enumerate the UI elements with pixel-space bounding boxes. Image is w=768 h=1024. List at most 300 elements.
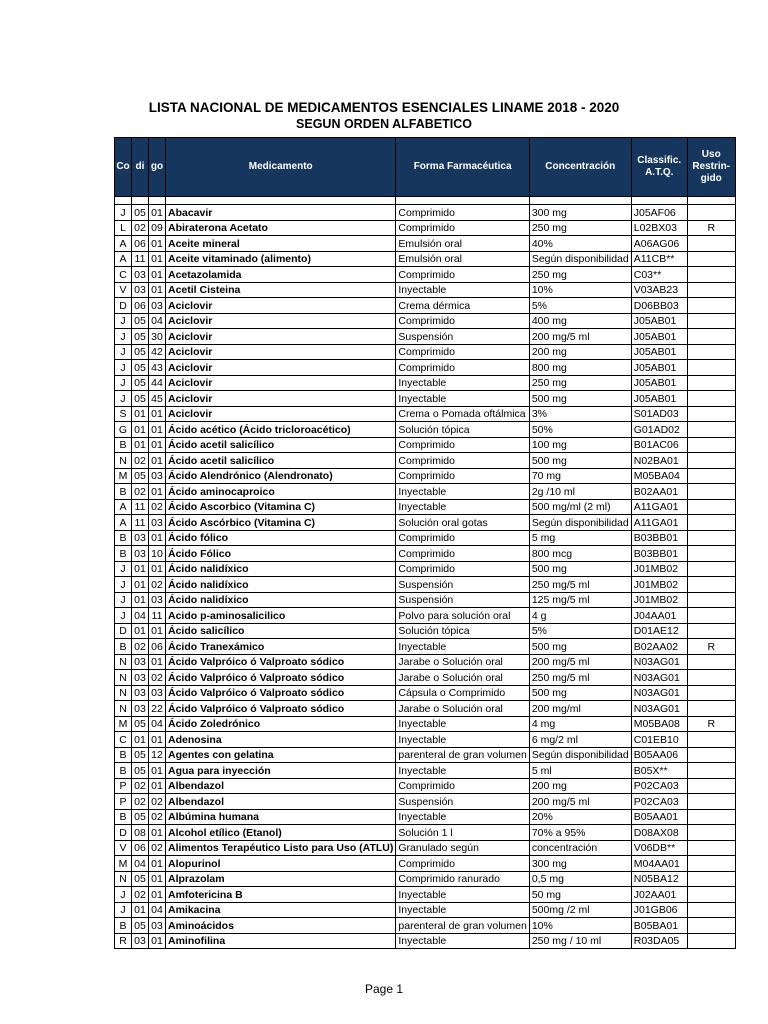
table-row [115, 887, 736, 903]
header-spacer-row [115, 197, 736, 205]
cell-concentracion: 400 mg [529, 313, 631, 329]
table-row [115, 437, 736, 453]
cell-concentracion: 200 mg/ml [529, 701, 631, 717]
cell-medicamento: Ácido fólico [166, 530, 396, 546]
table-row [115, 298, 736, 314]
cell-go: 03 [149, 298, 166, 314]
cell-co: D [115, 825, 132, 841]
cell-medicamento: Alopurinol [166, 856, 396, 872]
cell-forma: Emulsión oral [396, 251, 529, 267]
cell-classific: C03** [631, 267, 687, 283]
cell-go: 09 [149, 220, 166, 236]
cell-co: A [115, 499, 132, 515]
cell-go: 01 [149, 887, 166, 903]
cell-di: 05 [132, 360, 149, 376]
cell-classific: J05AF06 [631, 205, 687, 221]
table-row [115, 267, 736, 283]
cell-go: 01 [149, 763, 166, 779]
cell-di: 05 [132, 205, 149, 221]
header-co: Co [115, 138, 132, 197]
cell-concentracion: 500 mg [529, 685, 631, 701]
cell-concentracion: 2g /10 ml [529, 484, 631, 500]
cell-di: 05 [132, 918, 149, 934]
cell-di: 04 [132, 856, 149, 872]
cell-classific: C01EB10 [631, 732, 687, 748]
cell-di: 08 [132, 825, 149, 841]
cell-medicamento: Ácido Tranexámico [166, 639, 396, 655]
table-row [115, 608, 736, 624]
cell-co: B [115, 437, 132, 453]
cell-concentracion: 500 mg [529, 561, 631, 577]
cell-go: 42 [149, 344, 166, 360]
cell-di: 03 [132, 933, 149, 949]
cell-concentracion: 70 mg [529, 468, 631, 484]
cell-go: 44 [149, 375, 166, 391]
cell-medicamento: Adenosina [166, 732, 396, 748]
cell-go: 22 [149, 701, 166, 717]
cell-forma: Jarabe o Solución oral [396, 654, 529, 670]
cell-go: 01 [149, 825, 166, 841]
cell-go: 43 [149, 360, 166, 376]
table-row [115, 592, 736, 608]
table-row [115, 484, 736, 500]
table-row [115, 468, 736, 484]
cell-di: 02 [132, 778, 149, 794]
cell-classific: B01AC06 [631, 437, 687, 453]
cell-go: 01 [149, 871, 166, 887]
cell-medicamento: Agentes con gelatina [166, 747, 396, 763]
cell-classific: V03AB23 [631, 282, 687, 298]
cell-forma: Inyectable [396, 375, 529, 391]
cell-medicamento: Amikacina [166, 902, 396, 918]
cell-co: J [115, 577, 132, 593]
cell-concentracion: 70% a 95% [529, 825, 631, 841]
cell-co: J [115, 375, 132, 391]
cell-go: 01 [149, 856, 166, 872]
cell-classific: M05BA08 [631, 716, 687, 732]
cell-concentracion: concentración [529, 840, 631, 856]
table-row [115, 794, 736, 810]
cell-di: 11 [132, 499, 149, 515]
table-row [115, 236, 736, 252]
cell-co: B [115, 809, 132, 825]
cell-co: N [115, 871, 132, 887]
cell-di: 01 [132, 561, 149, 577]
table-row [115, 282, 736, 298]
cell-uso [687, 654, 735, 670]
cell-concentracion: 200 mg/5 ml [529, 654, 631, 670]
cell-di: 05 [132, 391, 149, 407]
cell-uso [687, 453, 735, 469]
cell-forma: Comprimido [396, 561, 529, 577]
cell-concentracion: 40% [529, 236, 631, 252]
cell-classific: A11CB** [631, 251, 687, 267]
cell-medicamento: Agua para inyección [166, 763, 396, 779]
cell-go: 01 [149, 933, 166, 949]
cell-di: 02 [132, 453, 149, 469]
cell-medicamento: Amfotericina B [166, 887, 396, 903]
cell-co: B [115, 484, 132, 500]
table-row [115, 391, 736, 407]
cell-go: 01 [149, 623, 166, 639]
cell-di: 01 [132, 732, 149, 748]
cell-concentracion: 300 mg [529, 856, 631, 872]
table-row [115, 205, 736, 221]
page-subtitle: SEGUN ORDEN ALFABETICO [296, 117, 472, 131]
cell-go: 03 [149, 918, 166, 934]
table-row [115, 406, 736, 422]
cell-medicamento: Aciclovir [166, 344, 396, 360]
cell-co: C [115, 732, 132, 748]
table-row [115, 639, 736, 655]
header-forma: Forma Farmacéutica [396, 138, 529, 197]
cell-medicamento: Ácido Valpróico ó Valproato sódico [166, 685, 396, 701]
cell-go: 01 [149, 732, 166, 748]
cell-uso [687, 577, 735, 593]
cell-go: 12 [149, 747, 166, 763]
cell-medicamento: Ácido Valpróico ó Valproato sódico [166, 654, 396, 670]
cell-go: 01 [149, 453, 166, 469]
table-row [115, 902, 736, 918]
cell-uso [687, 360, 735, 376]
cell-concentracion: 800 mg [529, 360, 631, 376]
cell-uso [687, 251, 735, 267]
cell-classific: J05AB01 [631, 344, 687, 360]
cell-forma: Jarabe o Solución oral [396, 701, 529, 717]
cell-concentracion: Según disponibilidad [529, 747, 631, 763]
cell-uso [687, 608, 735, 624]
cell-forma: Comprimido [396, 453, 529, 469]
cell-medicamento: Abiraterona Acetato [166, 220, 396, 236]
cell-concentracion: 200 mg/5 ml [529, 794, 631, 810]
cell-co: J [115, 205, 132, 221]
cell-classific: J01MB02 [631, 577, 687, 593]
cell-medicamento: Ácido acetil salicílico [166, 437, 396, 453]
cell-go: 03 [149, 515, 166, 531]
cell-classific: P02CA03 [631, 794, 687, 810]
page-footer: Page 1 [364, 982, 404, 996]
cell-forma: Suspensión [396, 794, 529, 810]
header-medicamento: Medicamento [166, 138, 396, 197]
cell-classific: N03AG01 [631, 670, 687, 686]
cell-medicamento: Acetil Cisteina [166, 282, 396, 298]
cell-medicamento: Ácido acetil salicílico [166, 453, 396, 469]
cell-co: B [115, 747, 132, 763]
table-row [115, 530, 736, 546]
cell-classific: D01AE12 [631, 623, 687, 639]
cell-forma: Inyectable [396, 732, 529, 748]
cell-medicamento: Ácido Ascorbico (Vitamina C) [166, 499, 396, 515]
cell-di: 02 [132, 484, 149, 500]
cell-forma: Solución 1 l [396, 825, 529, 841]
cell-medicamento: Aminoácidos [166, 918, 396, 934]
cell-forma: Inyectable [396, 902, 529, 918]
cell-uso [687, 329, 735, 345]
cell-co: J [115, 313, 132, 329]
cell-forma: Comprimido [396, 267, 529, 283]
cell-co: B [115, 763, 132, 779]
cell-medicamento: Ácido Ascórbico (Vitamina C) [166, 515, 396, 531]
cell-go: 30 [149, 329, 166, 345]
cell-forma: Inyectable [396, 809, 529, 825]
cell-classific: J01GB06 [631, 902, 687, 918]
cell-concentracion: 200 mg/5 ml [529, 329, 631, 345]
cell-forma: Comprimido [396, 778, 529, 794]
cell-classific: B03BB01 [631, 530, 687, 546]
cell-go: 01 [149, 422, 166, 438]
cell-forma: Crema dérmica [396, 298, 529, 314]
cell-go: 01 [149, 267, 166, 283]
cell-forma: Inyectable [396, 933, 529, 949]
cell-medicamento: Ácido Zoledrónico [166, 716, 396, 732]
cell-uso: R [687, 716, 735, 732]
page-title: LISTA NACIONAL DE MEDICAMENTOS ESENCIALES LINAME 2018 - 2020 [148, 100, 620, 115]
cell-medicamento: Alprazolam [166, 871, 396, 887]
table-row [115, 515, 736, 531]
table-row [115, 546, 736, 562]
cell-uso [687, 623, 735, 639]
cell-classific: J01MB02 [631, 561, 687, 577]
cell-uso [687, 763, 735, 779]
cell-di: 01 [132, 592, 149, 608]
cell-forma: Jarabe o Solución oral [396, 670, 529, 686]
cell-classific: M04AA01 [631, 856, 687, 872]
cell-co: J [115, 608, 132, 624]
cell-go: 03 [149, 592, 166, 608]
cell-concentracion: 800 mcg [529, 546, 631, 562]
cell-co: S [115, 406, 132, 422]
cell-classific: A06AG06 [631, 236, 687, 252]
cell-concentracion: 10% [529, 918, 631, 934]
header-classific: Classific. A.T.Q. [631, 138, 687, 197]
cell-co: V [115, 840, 132, 856]
cell-classific: B05X** [631, 763, 687, 779]
cell-classific: N03AG01 [631, 654, 687, 670]
medicine-table [114, 137, 736, 949]
cell-co: J [115, 329, 132, 345]
cell-classific: N03AG01 [631, 685, 687, 701]
table-row [115, 840, 736, 856]
cell-classific: R03DA05 [631, 933, 687, 949]
cell-go: 02 [149, 499, 166, 515]
cell-classific: B02AA01 [631, 484, 687, 500]
cell-concentracion: 5% [529, 298, 631, 314]
cell-uso [687, 546, 735, 562]
cell-di: 05 [132, 871, 149, 887]
cell-concentracion: 50% [529, 422, 631, 438]
cell-concentracion: 250 mg / 10 ml [529, 933, 631, 949]
cell-medicamento: Abacavir [166, 205, 396, 221]
cell-go: 02 [149, 577, 166, 593]
cell-concentracion: 200 mg [529, 344, 631, 360]
cell-medicamento: Ácido Alendrónico (Alendronato) [166, 468, 396, 484]
cell-co: G [115, 422, 132, 438]
cell-uso [687, 313, 735, 329]
header-go: go [149, 138, 166, 197]
cell-di: 05 [132, 375, 149, 391]
cell-di: 06 [132, 298, 149, 314]
table-row [115, 344, 736, 360]
cell-uso [687, 732, 735, 748]
table-row [115, 778, 736, 794]
cell-go: 04 [149, 313, 166, 329]
cell-uso [687, 794, 735, 810]
cell-forma: Inyectable [396, 716, 529, 732]
cell-co: J [115, 887, 132, 903]
cell-forma: Solución tópica [396, 623, 529, 639]
cell-classific: A11GA01 [631, 499, 687, 515]
cell-concentracion: 500 mg [529, 391, 631, 407]
cell-concentracion: 500 mg/ml (2 ml) [529, 499, 631, 515]
cell-classific: B05BA01 [631, 918, 687, 934]
table-row [115, 422, 736, 438]
cell-uso [687, 437, 735, 453]
cell-uso [687, 375, 735, 391]
cell-forma: Inyectable [396, 887, 529, 903]
cell-forma: Inyectable [396, 282, 529, 298]
table-row [115, 360, 736, 376]
cell-co: A [115, 236, 132, 252]
cell-uso [687, 422, 735, 438]
cell-medicamento: Alimentos Terapéutico Listo para Uso (ATLU) [166, 840, 396, 856]
cell-classific: B05AA06 [631, 747, 687, 763]
cell-co: J [115, 360, 132, 376]
cell-uso [687, 484, 735, 500]
cell-medicamento: Ácido nalidíxico [166, 592, 396, 608]
cell-uso [687, 344, 735, 360]
cell-classific: B05AA01 [631, 809, 687, 825]
cell-concentracion: 500mg /2 ml [529, 902, 631, 918]
cell-concentracion: 6 mg/2 ml [529, 732, 631, 748]
cell-go: 02 [149, 670, 166, 686]
cell-co: B [115, 530, 132, 546]
cell-medicamento: Ácido nalidíxico [166, 577, 396, 593]
cell-medicamento: Acido p-aminosalicilico [166, 608, 396, 624]
table-row [115, 933, 736, 949]
cell-classific: J02AA01 [631, 887, 687, 903]
cell-classific: M05BA04 [631, 468, 687, 484]
cell-co: P [115, 794, 132, 810]
cell-forma: Inyectable [396, 484, 529, 500]
cell-go: 01 [149, 484, 166, 500]
cell-uso [687, 902, 735, 918]
table-row [115, 685, 736, 701]
cell-forma: Comprimido [396, 344, 529, 360]
cell-go: 45 [149, 391, 166, 407]
cell-uso [687, 236, 735, 252]
cell-co: J [115, 344, 132, 360]
cell-go: 01 [149, 437, 166, 453]
cell-di: 05 [132, 344, 149, 360]
cell-concentracion: 5 mg [529, 530, 631, 546]
cell-uso [687, 840, 735, 856]
cell-uso [687, 856, 735, 872]
table-row [115, 732, 736, 748]
cell-uso [687, 468, 735, 484]
cell-concentracion: 10% [529, 282, 631, 298]
cell-uso [687, 871, 735, 887]
cell-medicamento: Albendazol [166, 778, 396, 794]
cell-di: 06 [132, 236, 149, 252]
cell-co: D [115, 298, 132, 314]
cell-forma: Suspensión [396, 329, 529, 345]
cell-co: B [115, 546, 132, 562]
cell-di: 04 [132, 608, 149, 624]
cell-concentracion: 250 mg [529, 220, 631, 236]
cell-medicamento: Ácido salicílico [166, 623, 396, 639]
cell-concentracion: Según disponibilidad [529, 515, 631, 531]
cell-go: 02 [149, 840, 166, 856]
cell-classific: V06DB** [631, 840, 687, 856]
cell-uso [687, 778, 735, 794]
cell-di: 01 [132, 902, 149, 918]
cell-medicamento: Ácido Fólico [166, 546, 396, 562]
cell-classific: B02AA02 [631, 639, 687, 655]
cell-co: N [115, 685, 132, 701]
cell-uso [687, 406, 735, 422]
cell-di: 01 [132, 623, 149, 639]
cell-di: 05 [132, 747, 149, 763]
cell-classific: J04AA01 [631, 608, 687, 624]
table-header-row [115, 138, 736, 197]
cell-co: N [115, 654, 132, 670]
cell-concentracion: 250 mg/5 ml [529, 577, 631, 593]
table-row [115, 716, 736, 732]
cell-medicamento: Alcohol etílico (Etanol) [166, 825, 396, 841]
cell-forma: Granulado según [396, 840, 529, 856]
cell-uso [687, 918, 735, 934]
table-row [115, 809, 736, 825]
cell-forma: Inyectable [396, 391, 529, 407]
cell-di: 02 [132, 639, 149, 655]
cell-concentracion: 500 mg [529, 639, 631, 655]
cell-di: 01 [132, 406, 149, 422]
cell-concentracion: 300 mg [529, 205, 631, 221]
cell-uso [687, 747, 735, 763]
cell-forma: Inyectable [396, 639, 529, 655]
cell-medicamento: Aciclovir [166, 391, 396, 407]
cell-co: J [115, 391, 132, 407]
cell-co: N [115, 670, 132, 686]
table-row [115, 561, 736, 577]
table-row [115, 825, 736, 841]
cell-uso [687, 298, 735, 314]
cell-medicamento: Aceite mineral [166, 236, 396, 252]
cell-co: B [115, 918, 132, 934]
cell-medicamento: Aciclovir [166, 298, 396, 314]
table-row [115, 918, 736, 934]
cell-forma: Comprimido [396, 468, 529, 484]
cell-concentracion: 125 mg/5 ml [529, 592, 631, 608]
cell-uso [687, 933, 735, 949]
cell-forma: Comprimido [396, 530, 529, 546]
cell-classific: D06BB03 [631, 298, 687, 314]
cell-forma: Comprimido [396, 546, 529, 562]
cell-concentracion: Según disponibilidad [529, 251, 631, 267]
cell-medicamento: Ácido Valpróico ó Valproato sódico [166, 670, 396, 686]
cell-go: 01 [149, 561, 166, 577]
cell-concentracion: 0,5 mg [529, 871, 631, 887]
cell-di: 03 [132, 701, 149, 717]
cell-concentracion: 500 mg [529, 453, 631, 469]
cell-classific: J05AB01 [631, 391, 687, 407]
cell-go: 02 [149, 809, 166, 825]
cell-di: 03 [132, 670, 149, 686]
header-uso: Uso Restrin-gido [687, 138, 735, 197]
cell-classific: J05AB01 [631, 329, 687, 345]
cell-uso [687, 515, 735, 531]
cell-co: M [115, 856, 132, 872]
